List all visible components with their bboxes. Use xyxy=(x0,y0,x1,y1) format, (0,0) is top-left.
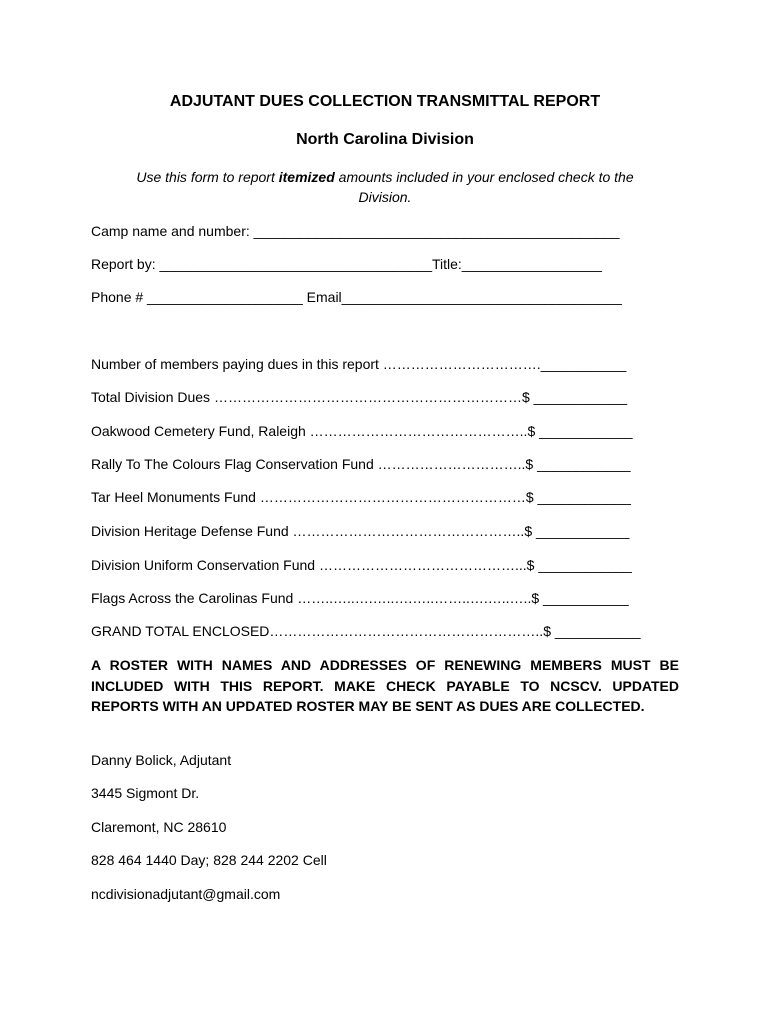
line-item-oakwood-cemetery[interactable]: Oakwood Cemetery Fund, Raleigh ………………………………………..$ ____________ xyxy=(91,423,633,439)
instructions-text-after: amounts included in your enclosed check to the Division. xyxy=(334,169,634,205)
line-item-uniform-conservation[interactable]: Division Uniform Conservation Fund ……………………………………...$ ____________ xyxy=(91,557,632,573)
contact-street: 3445 Sigmont Dr. xyxy=(91,785,200,801)
line-item-members-count[interactable]: Number of members paying dues in this report …………………………….___________ xyxy=(91,356,627,372)
contact-email[interactable]: ncdivisionadjutant@gmail.com xyxy=(91,886,281,902)
line-item-grand-total[interactable]: GRAND TOTAL ENCLOSED…………………………………………………..$ ___________ xyxy=(91,623,641,639)
roster-notice: A ROSTER WITH NAMES AND ADDRESSES OF RENEWING MEMBERS MUST BE INCLUDED WITH THIS REPORT. MAKE CHECK PAYABLE TO NCSCV. UPDATED REPORTS WITH AN UPDATED ROSTER MAY BE SENT AS DUES ARE COLLECTED. xyxy=(91,657,679,714)
line-item-heritage-defense[interactable]: Division Heritage Defense Fund …………………………………………..$ ____________ xyxy=(91,523,630,539)
line-item-flags-across-carolinas[interactable]: Flags Across the Carolinas Fund ……..…..….…..….…..……..….…..…..$ ___________ xyxy=(91,590,629,606)
contact-city: Claremont, NC 28610 xyxy=(91,819,227,835)
line-item-tar-heel-monuments[interactable]: Tar Heel Monuments Fund …………………………………………………$ ____________ xyxy=(91,489,631,505)
camp-name-field[interactable]: Camp name and number: _______________________________________________ xyxy=(91,223,620,239)
form-instructions xyxy=(110,167,660,207)
instructions-emphasis: itemized xyxy=(278,169,335,185)
division-subtitle: North Carolina Division xyxy=(296,131,474,148)
instructions-text-before: Use this form to report xyxy=(136,169,279,185)
report-title: ADJUTANT DUES COLLECTION TRANSMITTAL REPORT xyxy=(169,93,601,110)
line-item-division-dues[interactable]: Total Division Dues …………………………………………………………$ ____________ xyxy=(91,389,628,405)
contact-name: Danny Bolick, Adjutant xyxy=(91,752,232,768)
line-item-flag-conservation[interactable]: Rally To The Colours Flag Conservation Fund …………………………..$ ____________ xyxy=(91,456,631,472)
phone-email-field[interactable]: Phone # ____________________ Email____________________________________ xyxy=(91,289,622,305)
report-by-title-field[interactable]: Report by: ___________________________________Title:__________________ xyxy=(91,256,602,272)
contact-phones: 828 464 1440 Day; 828 244 2202 Cell xyxy=(91,852,327,868)
